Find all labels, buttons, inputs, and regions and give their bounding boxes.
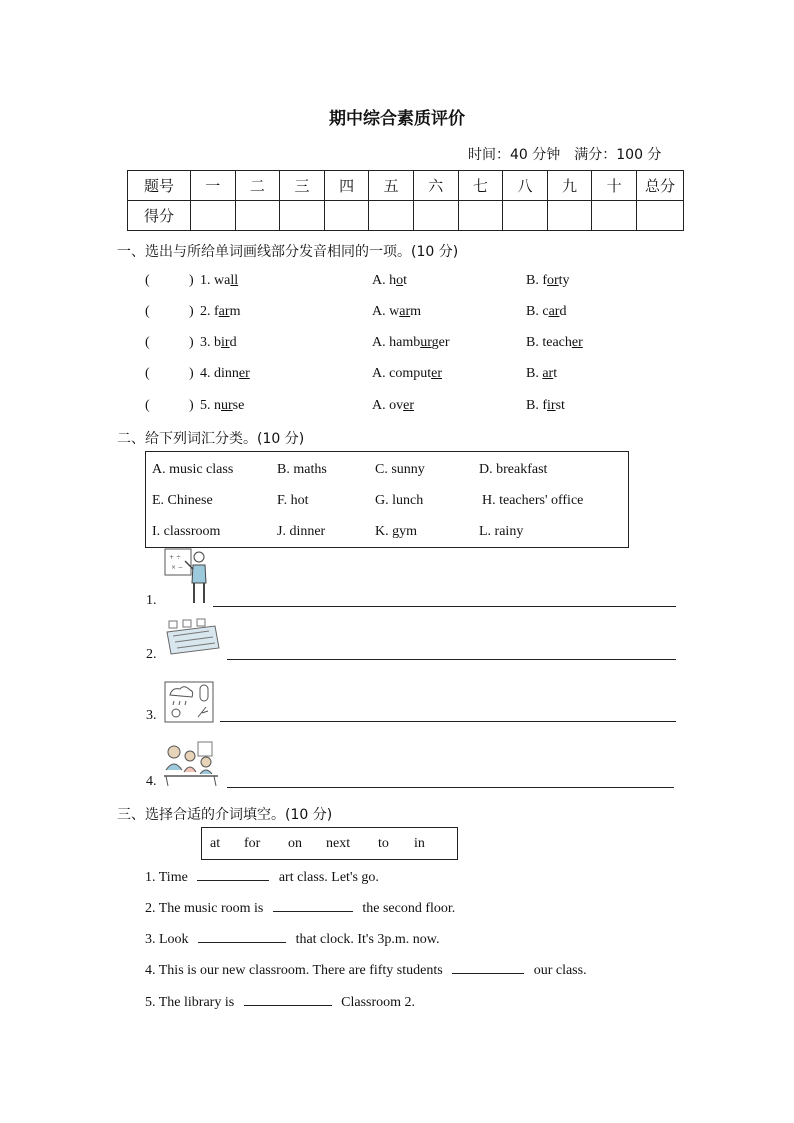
text-part: A. hamb xyxy=(372,335,421,350)
section1-heading: 一、选出与所给单词画线部分发音相同的一项。(10 分) xyxy=(117,244,459,260)
text-part: B. teach xyxy=(526,335,572,350)
option-b xyxy=(526,304,566,320)
preposition-option: at xyxy=(210,836,221,851)
preposition-options-box xyxy=(201,827,458,860)
text-part: 4. xyxy=(200,366,211,381)
score-header-cell: 总分 xyxy=(637,171,684,201)
teacher-at-board-icon xyxy=(163,547,213,605)
underlined-part: er xyxy=(238,366,250,381)
score-table-score-row xyxy=(128,201,684,231)
sentence-before: This is our new classroom. There are fifty students xyxy=(158,963,443,978)
text-part: A. h xyxy=(372,273,397,288)
score-header-cell: 四 xyxy=(324,171,369,201)
picture-item-number: 1. xyxy=(146,593,157,608)
text-part: n xyxy=(214,398,221,413)
score-header-cell: 七 xyxy=(458,171,503,201)
question-word xyxy=(200,366,250,382)
text-part: ger xyxy=(431,335,450,350)
underlined-part: er xyxy=(571,335,583,350)
sentence-after: the second floor. xyxy=(362,901,456,916)
text-part: d xyxy=(229,335,237,350)
question-word xyxy=(200,398,244,414)
underlined-part: ur xyxy=(420,335,432,350)
word-bank-item: D. breakfast xyxy=(479,462,548,477)
text-part: dinn xyxy=(214,366,239,381)
text-part: ) xyxy=(189,304,194,319)
fill-in-sentence xyxy=(145,899,455,917)
underlined-part: er xyxy=(403,398,415,413)
answer-line[interactable] xyxy=(213,606,676,607)
underlined-part: ll xyxy=(230,273,239,288)
fill-in-sentence xyxy=(145,930,440,948)
word-bank-item: C. sunny xyxy=(375,462,425,477)
option-b xyxy=(526,366,557,382)
option-b xyxy=(526,335,583,351)
fill-blank[interactable] xyxy=(198,930,286,943)
option-a xyxy=(372,398,414,414)
text-part: A. ov xyxy=(372,398,404,413)
score-cell[interactable] xyxy=(324,201,369,231)
score-row-label: 得分 xyxy=(128,201,191,231)
text-part: B. f xyxy=(526,398,547,413)
fill-in-sentence xyxy=(145,868,379,886)
text-part: ) xyxy=(189,335,194,350)
exam-meta: 时间：40 分钟 满分：100 分 xyxy=(468,147,662,163)
option-a xyxy=(372,366,442,382)
underlined-part: er xyxy=(431,366,442,381)
fill-in-sentence xyxy=(145,961,587,979)
text-part: wa xyxy=(214,273,231,288)
sentence-after: our class. xyxy=(533,963,587,978)
text-part: ty xyxy=(558,273,570,288)
answer-line[interactable] xyxy=(227,659,676,660)
underlined-part: ar xyxy=(542,366,554,381)
sentence-number: 2. xyxy=(145,901,156,916)
sentence-number: 5. xyxy=(145,995,156,1010)
sentence-after: art class. Let's go. xyxy=(278,870,379,885)
text-part: ) xyxy=(189,273,194,288)
page-title: 期中综合素质评价 xyxy=(329,109,465,129)
preposition-option: next xyxy=(326,836,351,851)
underlined-part: ar xyxy=(399,304,411,319)
score-cell[interactable] xyxy=(413,201,458,231)
text-part: b xyxy=(214,335,221,350)
word-bank-item: F. hot xyxy=(277,493,309,508)
text-part: 3. xyxy=(200,335,211,350)
word-bank-item: L. rainy xyxy=(479,524,524,539)
preposition-option: on xyxy=(288,836,302,851)
score-header-cell: 五 xyxy=(369,171,414,201)
fill-blank[interactable] xyxy=(273,899,353,912)
text-part: st xyxy=(555,398,565,413)
text-part: B. xyxy=(526,366,543,381)
sentence-number: 1. xyxy=(145,870,156,885)
section3-heading: 三、选择合适的介词填空。(10 分) xyxy=(117,807,333,823)
text-part: 2. xyxy=(200,304,211,319)
underlined-part: ir xyxy=(221,335,230,350)
answer-bracket-open[interactable] xyxy=(145,335,150,351)
fill-blank[interactable] xyxy=(197,868,269,881)
text-part: A. w xyxy=(372,304,400,319)
picture-item-number: 4. xyxy=(146,774,157,789)
answer-line[interactable] xyxy=(220,721,676,722)
fill-blank[interactable] xyxy=(244,993,332,1006)
score-header-cell: 三 xyxy=(280,171,325,201)
text-part: ( xyxy=(145,304,150,319)
answer-bracket-open[interactable] xyxy=(145,304,150,320)
answer-bracket-close xyxy=(189,398,194,414)
answer-bracket-close xyxy=(189,273,194,289)
option-a xyxy=(372,273,407,289)
score-header-cell: 六 xyxy=(413,171,458,201)
text-part: ( xyxy=(145,273,150,288)
underlined-part: ar xyxy=(218,304,230,319)
score-table-header-row xyxy=(128,171,684,201)
score-header-cell: 十 xyxy=(592,171,637,201)
preposition-option: for xyxy=(244,836,261,851)
option-b xyxy=(526,398,565,414)
score-header-cell: 一 xyxy=(191,171,236,201)
answer-line[interactable] xyxy=(227,787,674,788)
text-part: t xyxy=(553,366,558,381)
option-a xyxy=(372,304,421,320)
preposition-option: in xyxy=(414,836,425,851)
sentence-before: Look xyxy=(159,932,189,947)
sentence-before: The music room is xyxy=(158,901,264,916)
word-bank-box xyxy=(145,451,629,548)
answer-bracket-close xyxy=(189,304,194,320)
preposition-option: to xyxy=(378,836,389,851)
section2-heading: 二、给下列词汇分类。(10 分) xyxy=(117,431,305,447)
text-part: ( xyxy=(145,398,150,413)
score-header-cell: 九 xyxy=(547,171,592,201)
text-part: A. comput xyxy=(372,366,432,381)
score-cell[interactable] xyxy=(280,201,325,231)
family-dinner-icon xyxy=(162,740,220,788)
underlined-part: o xyxy=(396,273,404,288)
text-part: B. c xyxy=(526,304,549,319)
answer-bracket-open[interactable] xyxy=(145,366,150,382)
text-part: 1. xyxy=(200,273,211,288)
answer-bracket-close xyxy=(189,366,194,382)
score-header-cell: 题号 xyxy=(128,171,191,201)
score-cell[interactable] xyxy=(637,201,684,231)
score-cell[interactable] xyxy=(191,201,236,231)
text-part: f xyxy=(214,304,219,319)
fill-in-sentence xyxy=(145,993,415,1011)
question-word xyxy=(200,304,240,320)
svg-text:+ ÷: + ÷ xyxy=(169,554,181,561)
sentence-after: Classroom 2. xyxy=(341,995,416,1010)
underlined-part: ir xyxy=(547,398,556,413)
text-part: ( xyxy=(145,335,150,350)
sentence-before: The library is xyxy=(158,995,235,1010)
text-part: se xyxy=(232,398,245,413)
weather-icon xyxy=(164,681,214,723)
score-cell[interactable] xyxy=(235,201,280,231)
answer-bracket-open[interactable] xyxy=(145,273,150,289)
text-part: m xyxy=(410,304,422,319)
picture-item-number: 2. xyxy=(146,647,157,662)
svg-text:× −: × − xyxy=(171,564,183,571)
underlined-part: or xyxy=(547,273,559,288)
text-part: B. f xyxy=(526,273,547,288)
score-header-cell: 二 xyxy=(235,171,280,201)
word-bank-item: J. dinner xyxy=(277,524,326,539)
sentence-number: 4. xyxy=(145,963,156,978)
sentence-after: that clock. It's 3p.m. now. xyxy=(295,932,440,947)
sentence-number: 3. xyxy=(145,932,156,947)
text-part: ) xyxy=(189,366,194,381)
score-header-cell: 八 xyxy=(503,171,548,201)
score-cell[interactable] xyxy=(369,201,414,231)
score-cell[interactable] xyxy=(592,201,637,231)
fill-blank[interactable] xyxy=(452,961,524,974)
question-word xyxy=(200,335,237,351)
word-bank-item: G. lunch xyxy=(375,493,424,508)
answer-bracket-open[interactable] xyxy=(145,398,150,414)
text-part: t xyxy=(403,273,408,288)
score-cell[interactable] xyxy=(503,201,548,231)
text-part: ( xyxy=(145,366,150,381)
text-part: ) xyxy=(189,398,194,413)
word-bank-item: B. maths xyxy=(277,462,327,477)
option-a xyxy=(372,335,450,351)
score-table xyxy=(127,170,684,231)
score-cell[interactable] xyxy=(547,201,592,231)
underlined-part: ar xyxy=(548,304,560,319)
word-bank-item: E. Chinese xyxy=(152,493,213,508)
text-part: d xyxy=(559,304,567,319)
answer-bracket-close xyxy=(189,335,194,351)
sentence-before: Time xyxy=(158,870,188,885)
question-word xyxy=(200,273,238,289)
word-bank-item: H. teachers' office xyxy=(482,493,584,508)
classroom-desks-icon xyxy=(163,618,221,660)
word-bank-item: K. gym xyxy=(375,524,417,539)
word-bank-item: A. music class xyxy=(152,462,234,477)
underlined-part: ur xyxy=(221,398,233,413)
score-cell[interactable] xyxy=(458,201,503,231)
text-part: 5. xyxy=(200,398,211,413)
word-bank-item: I. classroom xyxy=(152,524,221,539)
picture-item-number: 3. xyxy=(146,708,157,723)
text-part: m xyxy=(229,304,241,319)
option-b xyxy=(526,273,570,289)
